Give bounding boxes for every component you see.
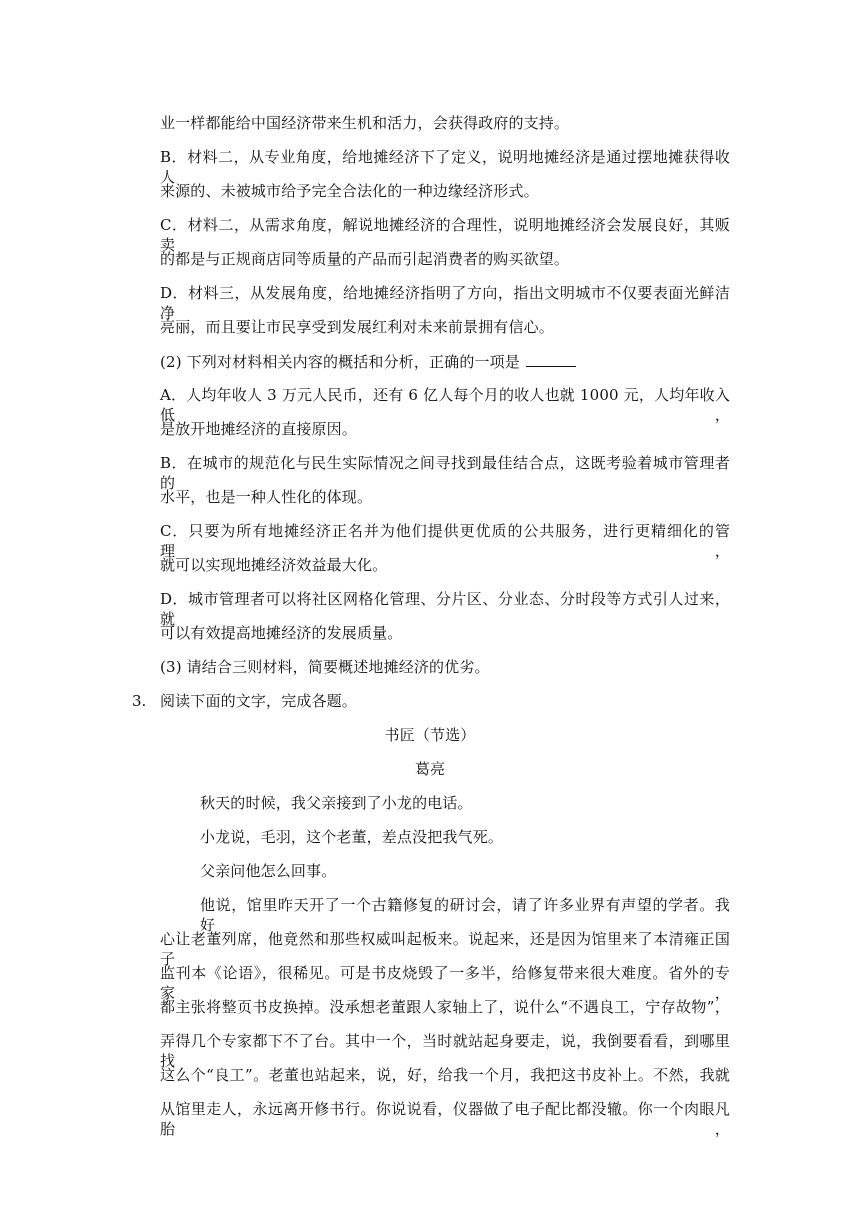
material-line: B．材料二，从专业角度，给地摊经济下了定义，说明地摊经济是通过摆地摊获得收人 bbox=[160, 148, 730, 186]
material-line: 的都是与正规商店同等质量的产品而引起消费者的购买欲望。 bbox=[160, 250, 570, 268]
story-line: 从馆里走人，永远离开修书行。你说说看，仪器做了电子配比都没辙。你一个肉眼凡胎， bbox=[160, 1100, 730, 1138]
q2-option-line: B．在城市的规范化与民生实际情况之间寻找到最佳结合点，这既考验着城市管理者的 bbox=[160, 454, 730, 492]
q2-option-line: 是放开地摊经济的直接原因。 bbox=[160, 420, 357, 438]
story-line: 都主张将整页书皮换掉。没承想老董跟人家轴上了，说什么“不遇良工，宁存故物”， bbox=[160, 998, 730, 1016]
story-paragraph: 秋天的时候，我父亲接到了小龙的电话。 bbox=[200, 794, 473, 812]
story-paragraph: 小龙说，毛羽，这个老董，差点没把我气死。 bbox=[200, 828, 504, 846]
material-line: 来源的、未被城市给予完全合法化的一种边缘经济形式。 bbox=[160, 182, 539, 200]
story-line: 弄得几个专家都下不了台。其中一个，当时就站起身要走，说，我倒要看看，到哪里找 bbox=[160, 1032, 730, 1070]
story-paragraph: 父亲问他怎么回事。 bbox=[200, 862, 337, 880]
story-line: 他说，馆里昨天开了一个古籍修复的研讨会，请了许多业界有声望的学者。我好 bbox=[200, 896, 730, 934]
story-author: 葛亮 bbox=[414, 760, 446, 778]
material-line: 业一样都能给中国经济带来生机和活力，会获得政府的支持。 bbox=[160, 114, 570, 132]
q2-option-line: C．只要为所有地摊经济正名并为他们提供更优质的公共服务，进行更精细化的管理， bbox=[160, 522, 730, 560]
story-line: 监刊本《论语》，很稀见。可是书皮烧毁了一多半，给修复带来很大难度。省外的专家， bbox=[160, 964, 730, 1002]
q2-option-line: D．城市管理者可以将社区网格化管理、分片区、分业态、分时段等方式引人过来，就 bbox=[160, 590, 730, 628]
q2-option-line: 水平，也是一种人性化的体现。 bbox=[160, 488, 373, 506]
story-line: 心让老董列席，他竟然和那些权威叫起板来。说起来，还是因为馆里来了本清雍正国子 bbox=[160, 930, 730, 968]
question-instruction: 阅读下面的文字，完成各题。 bbox=[160, 692, 357, 710]
question-number: 3. bbox=[132, 692, 147, 710]
story-line: 这么个“良工”。老董也站起来，说，好，给我一个月，我把这书皮补上。不然，我就 bbox=[160, 1066, 730, 1084]
material-line: D．材料三，从发展角度，给地摊经济指明了方向，指出文明城市不仅要表面光鲜洁净 bbox=[160, 284, 730, 322]
answer-blank[interactable] bbox=[526, 351, 576, 367]
material-line: 亮丽，而且要让市民享受到发展红利对未来前景拥有信心。 bbox=[160, 318, 554, 336]
q2-stem-text: (2) 下列对材料相关内容的概括和分析，正确的一项是 bbox=[160, 353, 520, 371]
q2-option-line: 就可以实现地摊经济效益最大化。 bbox=[160, 556, 388, 574]
material-line: C．材料二，从需求角度，解说地摊经济的合理性，说明地摊经济会发展良好，其贩卖 bbox=[160, 216, 730, 254]
q2-option-line: A．人均年收人 3 万元人民币，还有 6 亿人每个月的收人也就 1000 元，人均年收入低， bbox=[160, 386, 730, 424]
q2-stem bbox=[160, 351, 576, 372]
q2-option-line: 可以有效提高地摊经济的发展质量。 bbox=[160, 624, 403, 642]
story-title: 书匠（节选） bbox=[384, 726, 476, 744]
q3-sub-question: (3) 请结合三则材料，简要概述地摊经济的优劣。 bbox=[160, 658, 490, 676]
